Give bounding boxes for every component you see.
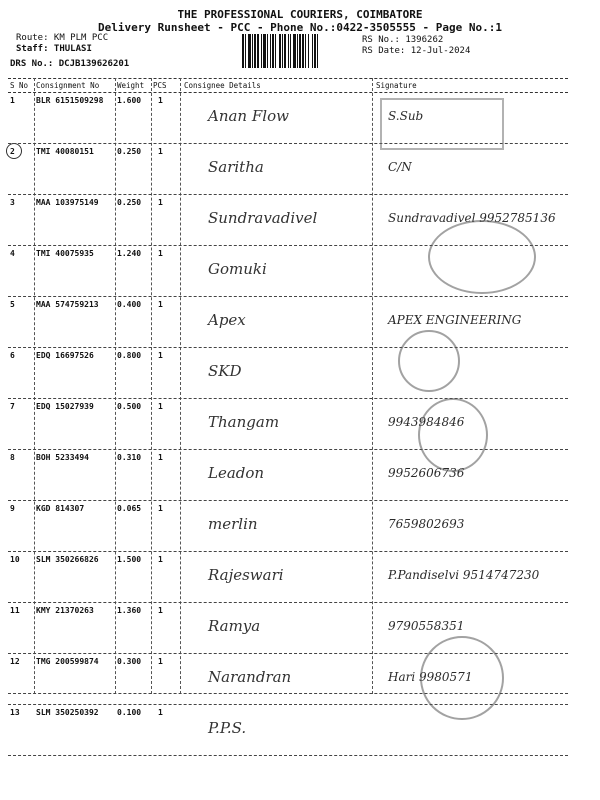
row-consignee-handwritten: Gomuki: [208, 260, 267, 278]
row-weight: 0.310: [117, 453, 142, 462]
row-signature: P.Pandiselvi 9514747230: [388, 568, 540, 582]
table-row: [8, 450, 568, 501]
row-weight: 0.100: [117, 708, 142, 717]
row-signature: C/N: [388, 160, 412, 174]
row-sno: 5: [10, 300, 15, 309]
row-sno: 4: [10, 249, 15, 258]
row-consignment-no: KMY 21370263: [36, 606, 94, 615]
row-pcs: 1: [158, 300, 163, 309]
row-weight: 0.500: [117, 402, 142, 411]
row-sno: 11: [10, 606, 20, 615]
table-row: [8, 144, 568, 195]
row-signature: Hari 9980571: [388, 670, 473, 684]
table-row: [8, 552, 568, 603]
row-consignee-handwritten: Apex: [208, 311, 246, 329]
row-consignment-no: KGD 814307: [36, 504, 85, 513]
row-sno: 12: [10, 657, 20, 666]
row-pcs: 1: [158, 606, 163, 615]
bottom-seal: [420, 636, 504, 720]
row-pcs: 1: [158, 249, 163, 258]
barcode: [242, 34, 352, 68]
row-pcs: 1: [158, 351, 163, 360]
row-signature: 9790558351: [388, 619, 465, 633]
table-row: [8, 348, 568, 399]
row-consignment-no: MAA 103975149: [36, 198, 99, 207]
route-label: Route: KM PLM PCC: [16, 33, 109, 43]
row-sno: 1: [10, 96, 15, 105]
row-sno: 8: [10, 453, 15, 462]
row-pcs: 1: [158, 198, 163, 207]
row-sno: 13: [10, 708, 20, 717]
received-stamp: [380, 98, 504, 150]
row-weight: 1.600: [117, 96, 142, 105]
row-signature: Sundravadivel 9952785136: [388, 211, 556, 225]
col-header-consignee: Consignee Details: [184, 81, 261, 90]
row-weight: 1.240: [117, 249, 142, 258]
row-consignment-no: BLR 6151509298: [36, 96, 104, 105]
round-seal: [398, 330, 460, 392]
row-signature: S.Sub: [388, 109, 424, 123]
row-weight: 1.500: [117, 555, 142, 564]
row-sno: 7: [10, 402, 15, 411]
rs-number: RS No.: 1396262: [362, 35, 444, 45]
row-sno: 6: [10, 351, 15, 360]
row-consignment-no: SLM 350250392: [36, 708, 99, 717]
row-consignee-handwritten: Rajeswari: [208, 566, 284, 584]
col-header-pcs: PCS: [153, 81, 167, 90]
row-consignment-no: BOH 5233494: [36, 453, 89, 462]
drs-number: DRS No.: DCJB139626201: [10, 59, 130, 69]
runsheet-table: [8, 78, 568, 737]
row-sno: 10: [10, 555, 20, 564]
rs-date: RS Date: 12-Jul-2024: [362, 46, 471, 56]
row-consignment-no: TMG 200599874: [36, 657, 99, 666]
engineering-seal: [418, 398, 488, 472]
row-pcs: 1: [158, 708, 163, 717]
row-consignment-no: SLM 350266826: [36, 555, 99, 564]
row-pcs: 1: [158, 453, 163, 462]
row-consignee-handwritten: Sundravadivel: [208, 209, 318, 227]
row-pcs: 1: [158, 504, 163, 513]
row-pcs: 1: [158, 147, 163, 156]
row-consignee-handwritten: Anan Flow: [208, 107, 289, 125]
row-weight: 0.250: [117, 147, 142, 156]
row-weight: 0.400: [117, 300, 142, 309]
col-header-sno: S No: [10, 81, 29, 90]
row-signature: 9943984846: [388, 415, 465, 429]
col-header-weight: Weight: [117, 81, 145, 90]
table-row: [8, 297, 568, 348]
row-sno: 2: [10, 147, 15, 156]
row-consignee-handwritten: Saritha: [208, 158, 264, 176]
row-sno: 3: [10, 198, 15, 207]
row-pcs: 1: [158, 402, 163, 411]
row-consignment-no: MAA 574759213: [36, 300, 99, 309]
company-seal: [428, 220, 536, 294]
row-consignee-handwritten: Narandran: [208, 668, 292, 686]
row-weight: 0.300: [117, 657, 142, 666]
row-consignee-handwritten: Ramya: [208, 617, 261, 635]
row-consignee-handwritten: Leadon: [208, 464, 265, 482]
runsheet-subtitle: Delivery Runsheet - PCC - Phone No.:0422-3505555 - Page No.:1: [98, 21, 502, 34]
col-header-signature: Signature: [376, 81, 417, 90]
row-pcs: 1: [158, 96, 163, 105]
col-header-consignment: Consignment No: [36, 81, 100, 90]
table-row: [8, 501, 568, 552]
row-signature: 7659802693: [388, 517, 465, 531]
row-signature: 9952606736: [388, 466, 465, 480]
row-weight: 1.360: [117, 606, 142, 615]
row-weight: 0.800: [117, 351, 142, 360]
company-title: THE PROFESSIONAL COURIERS, COIMBATORE: [177, 8, 423, 21]
row-consignee-handwritten: SKD: [208, 362, 242, 380]
row-pcs: 1: [158, 555, 163, 564]
row-signature: APEX ENGINEERING: [388, 313, 522, 327]
row-consignee-handwritten: P.P.S.: [208, 719, 247, 737]
row-consignment-no: EDQ 15027939: [36, 402, 94, 411]
row-consignee-handwritten: Thangam: [208, 413, 280, 431]
row-consignment-no: TMI 40080151: [36, 147, 94, 156]
row-consignment-no: EDQ 16697526: [36, 351, 94, 360]
row-sno: 9: [10, 504, 15, 513]
row-weight: 0.065: [117, 504, 142, 513]
row-weight: 0.250: [117, 198, 142, 207]
row-consignment-no: TMI 40075935: [36, 249, 94, 258]
row-consignee-handwritten: merlin: [208, 515, 258, 533]
row-pcs: 1: [158, 657, 163, 666]
staff-label: Staff: THULASI: [16, 44, 92, 54]
table-bottom-border: [8, 693, 568, 694]
